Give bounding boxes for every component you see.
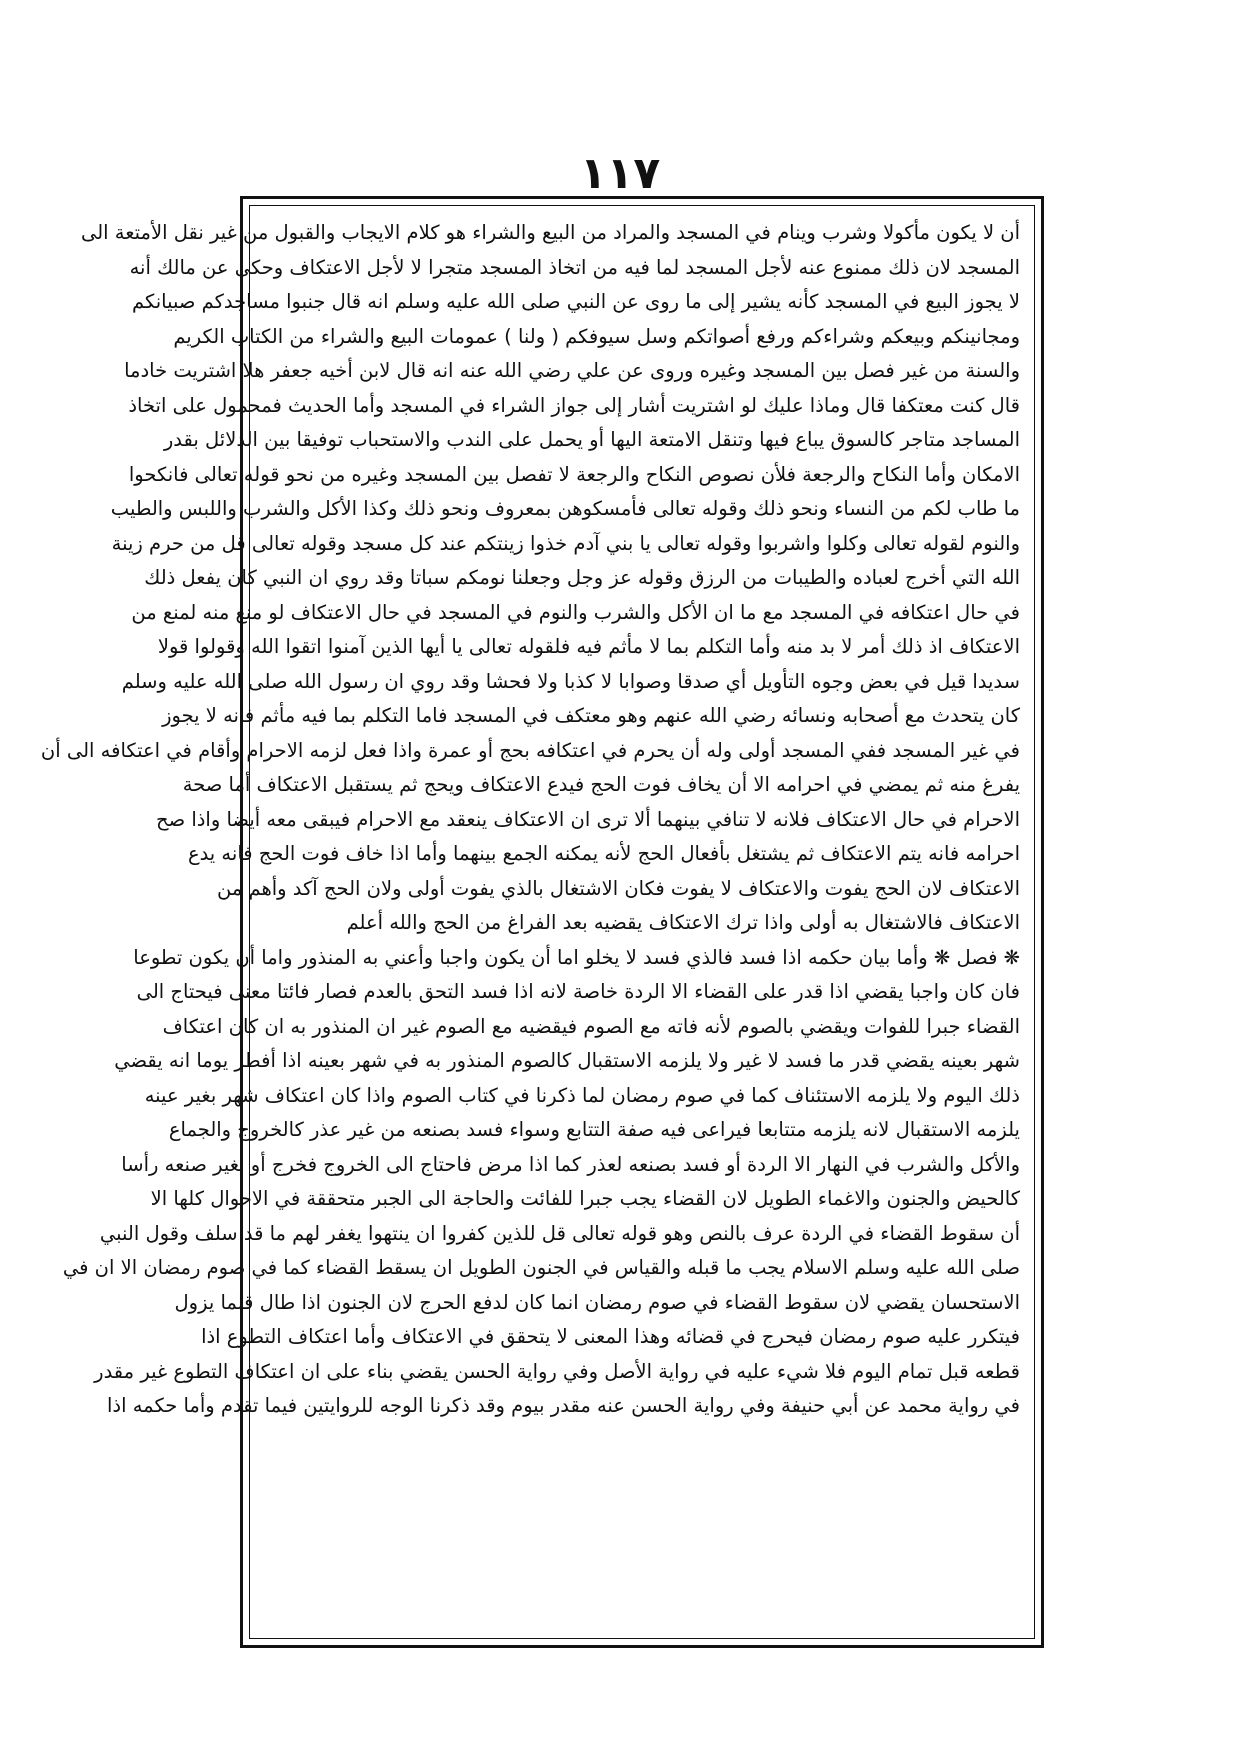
text-body	[40, 205, 1035, 1639]
text-line: الاحرام في حال الاعتكاف فلانه لا تنافي بينهما ألا ترى ان الاعتكاف ينعقد مع الاحرام فيبقى معه أيضا واذا صح	[155, 807, 1020, 831]
text-line: الاعتكاف لان الحج يفوت والاعتكاف لا يفوت فكان الاشتغال بالذي يفوت أولى ولان الحج آكد وأهم من	[216, 876, 1020, 900]
text-line: كان يتحدث مع أصحابه ونسائه رضي الله عنهم وهو معتكف في المسجد فاما التكلم بما فيه مأثم فانه لا يجوز	[162, 704, 1020, 727]
text-line: الله التي أخرج لعباده والطيبات من الرزق وقوله عز وجل وجعلنا نومكم سباتا وقد روي ان النبي كان يفعل ذلك	[144, 566, 1020, 589]
text-line: في رواية محمد عن أبي حنيفة وفي رواية الحسن عنه مقدر بيوم وقد ذكرنا الوجه للروايتين فيما تقدم وأما حكمه اذا	[107, 1394, 1020, 1417]
text-line: الاستحسان يقضي لان سقوط القضاء في صوم رمضان انما كان لدفع الحرج لان الجنون اذا طال قلما يزول	[174, 1290, 1020, 1314]
text-line: ذلك اليوم ولا يلزمه الاستئناف كما في صوم رمضان لما ذكرنا في كتاب الصوم واذا كان اعتكاف شهر بغير عينه	[144, 1083, 1020, 1107]
text-line: سديدا قيل في بعض وجوه التأويل أي صدقا وصوابا لا كذبا ولا فحشا وقد روي ان رسول الله صلى الله عليه وسلم	[121, 669, 1020, 693]
text-line: احرامه فانه يتم الاعتكاف ثم يشتغل بأفعال الحج لأنه يمكنه الجمع بينهما وأما اذا خاف فوت الحج فانه يدع	[187, 842, 1020, 865]
text-line: أن لا يكون مأكولا وشرب وينام في المسجد والمراد من البيع والشراء هو كلام الايجاب والقبول من غير نقل الأمتعة الى	[80, 221, 1020, 244]
text-line: قال كنت معتكفا قال وماذا عليك لو اشتريت أشار إلى جواز الشراء في المسجد وأما الحديث فمحمول على اتخاذ	[128, 393, 1020, 417]
text-line: الامكان وأما النكاح والرجعة فلأن نصوص النكاح والرجعة لا تفصل بين المسجد وغيره من نحو قوله تعالى فانكحوا	[128, 462, 1020, 486]
section-heading-line: ❋ فصل ❋ وأما بيان حكمه اذا فسد فالذي فسد لا يخلو اما أن يكون واجبا وأعني به المنذور واما أن يكون تطوعا	[133, 945, 1020, 969]
text-line: كالحيض والجنون والاغماء الطويل لان القضاء يجب جبرا للفائت والحاجة الى الجبر متحققة في الاحوال كلها الا	[150, 1187, 1020, 1210]
text-line: ومجانينكم وبيعكم وشراءكم ورفع أصواتكم وسل سيوفكم ( ولنا ) عمومات البيع والشراء من الكتاب الكريم	[173, 324, 1020, 348]
text-line: والأكل والشرب في النهار الا الردة أو فسد بصنعه لعذر كما اذا مرض فاحتاج الى الخروج فخرج أو بغير صنعه رأسا	[121, 1152, 1020, 1176]
text-line: فان كان واجبا يقضي اذا قدر على القضاء الا الردة خاصة لانه اذا فسد التحق بالعدم فصار فائتا معنى فيحتاج الى	[136, 980, 1020, 1003]
text-line: يلزمه الاستقبال لانه يلزمه متتابعا فيراعى فيه صفة التتابع وسواء فسد بصنعه من غير عذر كالخروج والجماع	[168, 1118, 1020, 1141]
text-line: شهر بعينه يقضي قدر ما فسد لا غير ولا يلزمه الاستقبال كالصوم المنذور به في شهر بعينه اذا أفطر يوما انه يقضي	[114, 1049, 1020, 1072]
text-line: صلى الله عليه وسلم الاسلام يجب ما قبله والقياس في الجنون الطويل ان يسقط القضاء كما في صوم رمضان الا ان في	[62, 1256, 1020, 1279]
text-line: المسجد لان ذلك ممنوع عنه لأجل المسجد لما فيه من اتخاذ المسجد متجرا لا لأجل الاعتكاف وحكى عن مالك أنه	[129, 255, 1020, 279]
text-line: والسنة من غير فصل بين المسجد وغيره وروى عن علي رضي الله عنه انه قال لابن أخيه جعفر هلا اشتريت خادما	[124, 359, 1020, 382]
text-line: ما طاب لكم من النساء ونحو ذلك وقوله تعالى فأمسكوهن بمعروف ونحو ذلك وكذا الأكل والشرب واللبس والطيب	[110, 497, 1020, 520]
text-line: فيتكرر عليه صوم رمضان فيحرج في قضائه وهذا المعنى لا يتحقق في الاعتكاف وأما اعتكاف التطوع اذا	[201, 1325, 1020, 1348]
text-line: أن سقوط القضاء في الردة عرف بالنص وهو قوله تعالى قل للذين كفروا ان ينتهوا يغفر لهم ما قد سلف وقول النبي	[99, 1221, 1020, 1245]
text-frame	[40, 196, 1044, 1648]
text-line: في غير المسجد ففي المسجد أولى وله أن يحرم في اعتكافه بحج أو عمرة واذا فعل لزمه الاحرام وأقام في اعتكافه الى أن	[40, 738, 1020, 762]
text-line: والنوم لقوله تعالى وكلوا واشربوا وقوله تعالى يا بني آدم خذوا زينتكم عند كل مسجد وقوله تعالى قل من حرم زينة	[111, 531, 1020, 555]
text-line: لا يجوز البيع في المسجد كأنه يشير إلى ما روى عن النبي صلى الله عليه وسلم انه قال جنبوا مساجدكم صبيانكم	[131, 290, 1020, 313]
text-line: الاعتكاف فالاشتغال به أولى واذا ترك الاعتكاف يقضيه بعد الفراغ من الحج والله أعلم	[346, 911, 1020, 934]
text-line: الاعتكاف اذ ذلك أمر لا بد منه وأما التكلم بما لا مأثم فيه فلقوله تعالى يا أيها الذين آمنوا اتقوا الله وقولوا قولا	[157, 635, 1020, 658]
text-line: في حال اعتكافه في المسجد مع ما ان الأكل والشرب والنوم في المسجد في حال الاعتكاف لو منع منه لمنع من	[131, 600, 1020, 624]
text-line: المساجد متاجر كالسوق يباع فيها وتنقل الامتعة اليها أو يحمل على الندب والاستحباب توفيقا بين الدلائل بقدر	[163, 428, 1020, 451]
text-line: القضاء جبرا للفوات ويقضي بالصوم لأنه فاته مع الصوم فيقضيه مع الصوم غير ان المنذور به ان كان اعتكاف	[162, 1014, 1020, 1038]
page-number: ١١٧	[579, 148, 661, 199]
text-line: يفرغ منه ثم يمضي في احرامه الا أن يخاف فوت الحج فيدع الاعتكاف ويحج ثم يستقبل الاعتكاف أما صحة	[182, 773, 1020, 796]
text-line: قطعه قبل تمام اليوم فلا شيء عليه في رواية الأصل وفي رواية الحسن يقضي بناء على ان اعتكاف التطوع غير مقدر	[94, 1359, 1020, 1383]
